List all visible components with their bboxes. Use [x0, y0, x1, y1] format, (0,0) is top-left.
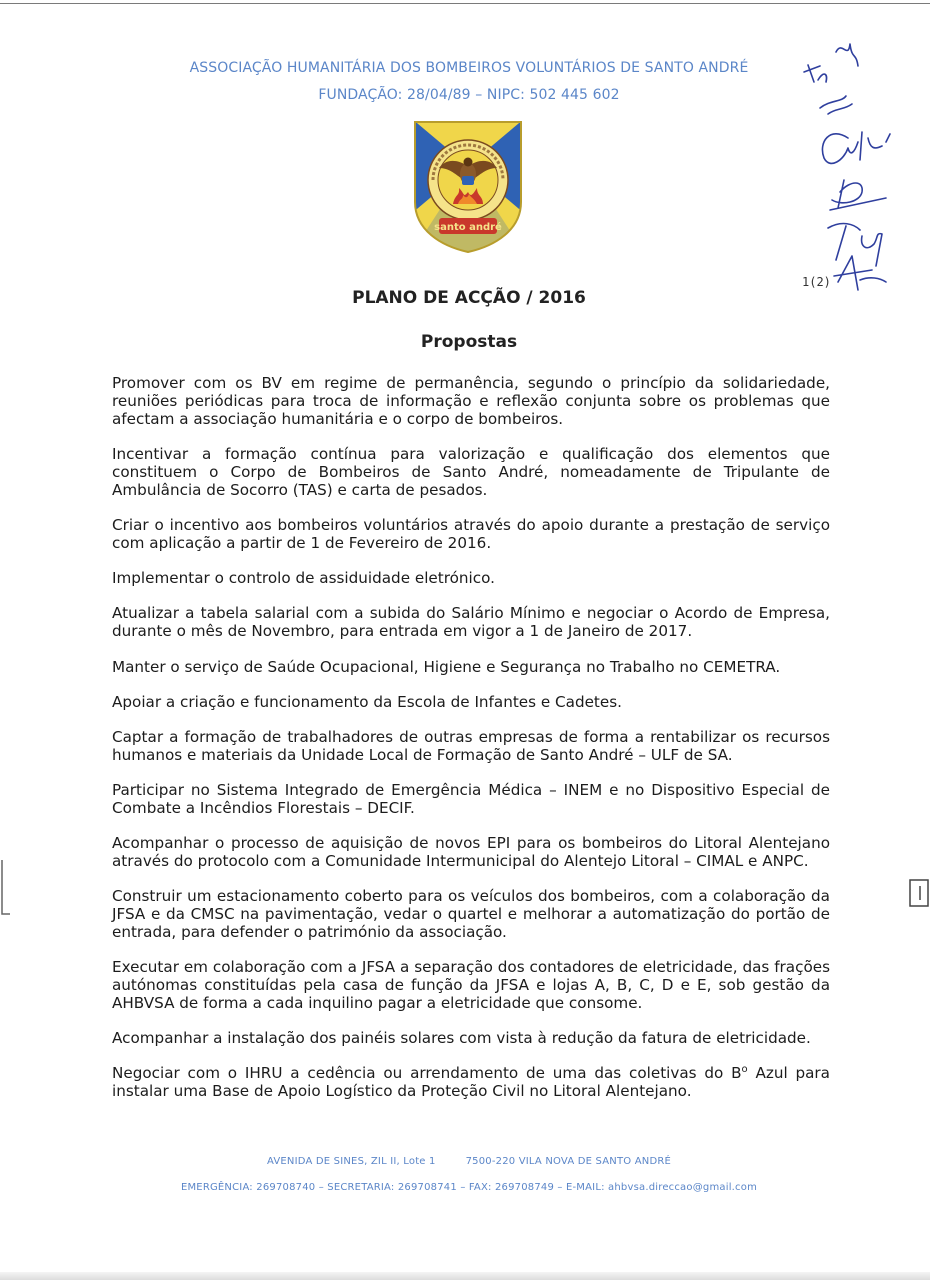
- proposal-item: Incentivar a formação contínua para valorização e qualificação dos elementos que constituem o Corpo de Bombeiros de Santo André, nomeadamente de Tripulante de Ambulância de Socorro (TAS) e carta de pesados.: [112, 445, 830, 499]
- proposal-item: Participar no Sistema Integrado de Emergência Médica – INEM e no Dispositivo Especial de Combate a Incêndios Florestais – DECIF.: [112, 781, 830, 817]
- organization-name: ASSOCIAÇÃO HUMANITÁRIA DOS BOMBEIROS VOLUNTÁRIOS DE SANTO ANDRÉ: [189, 60, 749, 76]
- proposal-item: Promover com os BV em regime de permanência, segundo o princípio da solidariedade, reuniões periódicas para troca de informação e reflexão conjunta sobre os problemas que afectam a associação humanitária e o corpo de bombeiros.: [112, 374, 830, 428]
- footer-street: AVENIDA DE SINES, ZIL II, Lote 1: [266, 1156, 436, 1167]
- proposals-list: [112, 374, 830, 1117]
- scan-edge-mark-left: [0, 858, 12, 916]
- proposal-item: Manter o serviço de Saúde Ocupacional, Higiene e Segurança no Trabalho no CEMETRA.: [112, 658, 781, 676]
- scan-edge-mark-right: [906, 870, 930, 910]
- proposal-text: Negociar com o IHRU a cedência ou arrendamento de uma das coletivas do B: [112, 1064, 742, 1082]
- footer-postal: 7500-220 VILA NOVA DE SANTO ANDRÉ: [465, 1156, 672, 1167]
- proposal-item: Captar a formação de trabalhadores de outras empresas de forma a rentabilizar os recursos humanos e materiais da Unidade Local de Formação de Santo André – ULF de SA.: [112, 728, 830, 764]
- proposal-superscript: o: [741, 1063, 748, 1075]
- crest-place-label: santo andré: [434, 222, 502, 233]
- proposal-item: Criar o incentivo aos bombeiros voluntários através do apoio durante a prestação de serviço com aplicação a partir de 1 de Fevereiro de 2016.: [112, 516, 830, 552]
- top-scan-rule: [0, 3, 930, 4]
- proposal-item: Acompanhar o processo de aquisição de novos EPI para os bombeiros do Litoral Alentejano através do protocolo com a Comunidade Intermunicipal do Alentejo Litoral – CIMAL e ANPC.: [112, 834, 830, 870]
- footer-address: [0, 1156, 930, 1167]
- proposal-item: Construir um estacionamento coberto para os veículos dos bombeiros, com a colaboração da JFSA e da CMSC na pavimentação, vedar o quartel e melhorar a automatização do portão de entrada, para defender o património da associação.: [112, 887, 830, 941]
- fire-brigade-crest-logo: [411, 118, 525, 254]
- handwritten-signatures: [790, 30, 930, 305]
- document-title: PLANO DE ACÇÃO / 2016: [352, 288, 586, 308]
- foundation-and-nipc: FUNDAÇÃO: 28/04/89 – NIPC: 502 445 602: [318, 87, 620, 103]
- document-subtitle: Propostas: [420, 332, 518, 352]
- footer-contacts: EMERGÊNCIA: 269708740 – SECRETARIA: 269708741 – FAX: 269708749 – E-MAIL: ahbvsa.direccao@gmail.com: [180, 1182, 758, 1193]
- proposal-item: Atualizar a tabela salarial com a subida do Salário Mínimo e negociar o Acordo de Empresa, durante o mês de Novembro, para entrada em vigor a 1 de Janeiro de 2017.: [112, 604, 830, 640]
- proposal-item: Implementar o controlo de assiduidade eletrónico.: [112, 569, 495, 587]
- proposal-item-last: [112, 1064, 830, 1100]
- page-number: 1(2): [802, 275, 831, 289]
- proposal-item: Executar em colaboração com a JFSA a separação dos contadores de eletricidade, das frações autónomas constituídas pela casa de função da JFSA e lojas A, B, C, D e E, sob gestão da AHBVSA de forma a cada inquilino pagar a eletricidade que consome.: [112, 958, 830, 1012]
- proposal-item: Apoiar a criação e funcionamento da Escola de Infantes e Cadetes.: [112, 693, 622, 711]
- proposal-item: Acompanhar a instalação dos painéis solares com vista à redução da fatura de eletricidade.: [112, 1029, 811, 1047]
- scan-bottom-band: [0, 1272, 930, 1280]
- proposal-text: Azul para instalar uma Base de Apoio Logístico da Proteção Civil no Litoral Alentejano.: [112, 1064, 830, 1100]
